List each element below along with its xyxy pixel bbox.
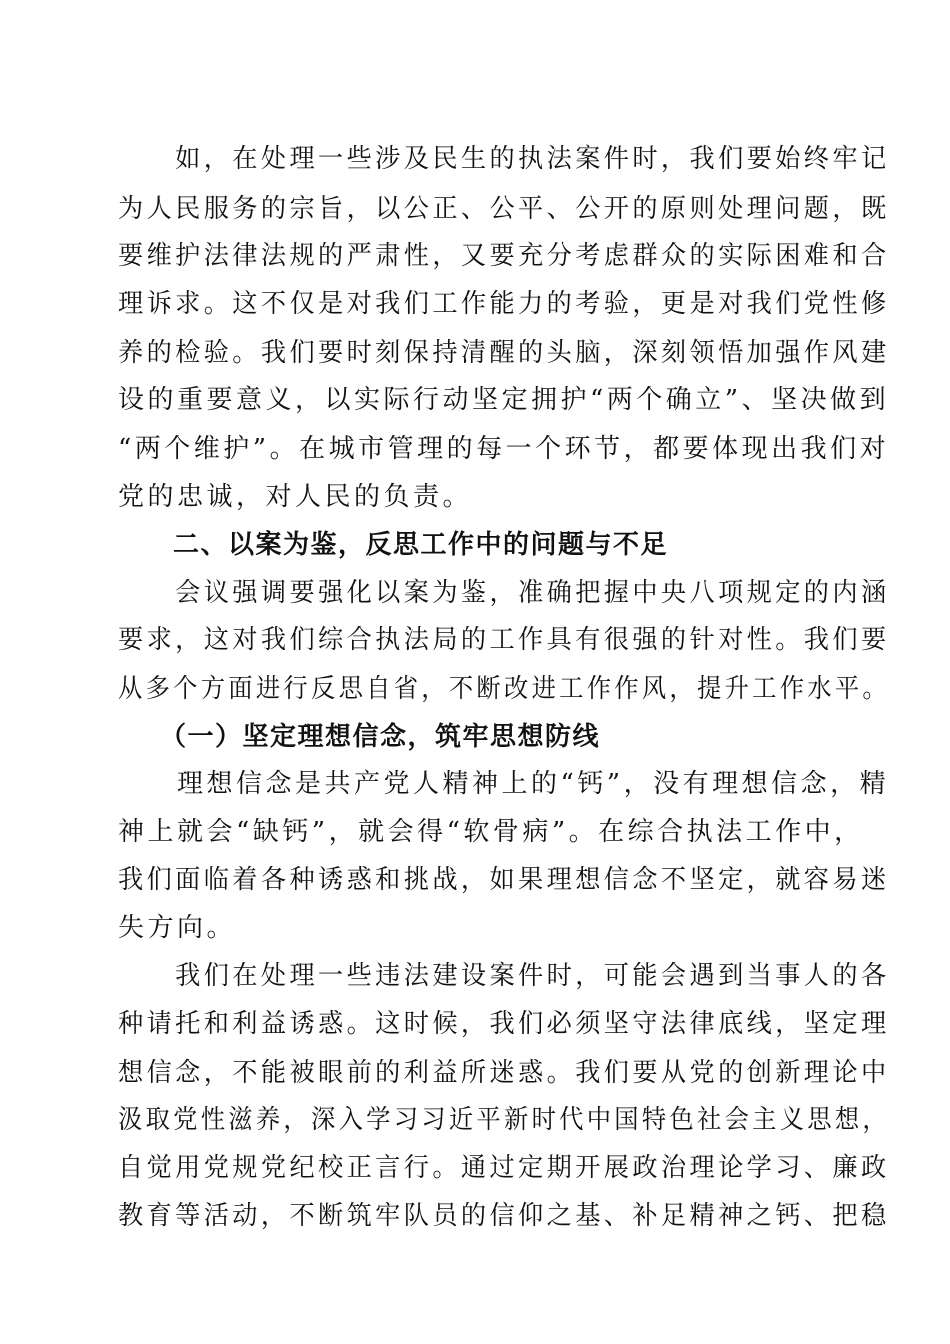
paragraph-line: 汲取党性滋养，深入学习习近平新时代中国特色社会主义思想， <box>118 1105 891 1135</box>
paragraph-line: 要维护法律法规的严肃性，又要充分考虑群众的实际困难和合 <box>118 241 890 271</box>
paragraph-line: 理想信念是共产党人精神上的“钙”，没有理想信念，精 <box>118 769 890 799</box>
paragraph-line: 会议强调要强化以案为鉴，准确把握中央八项规定的内涵 <box>118 578 890 608</box>
paragraph-line: 我们在处理一些违法建设案件时，可能会遇到当事人的各 <box>118 961 890 991</box>
paragraph-line: 想信念，不能被眼前的利益所迷惑。我们要从党的创新理论中 <box>118 1058 890 1088</box>
paragraph-line: 教育等活动，不断筑牢队员的信仰之基、补足精神之钙、把稳 <box>118 1201 890 1231</box>
paragraph-line: 失方向。 <box>118 913 237 943</box>
paragraph-line: 自觉用党规党纪校正言行。通过定期开展政治理论学习、廉政 <box>118 1153 890 1183</box>
paragraph-line: 神上就会“缺钙”，就会得“软骨病”。在综合执法工作中， <box>118 817 864 847</box>
paragraph-line: 为人民服务的宗旨，以公正、公平、公开的原则处理问题，既 <box>118 194 890 224</box>
paragraph-line: 党的忠诚，对人民的负责。 <box>118 482 473 512</box>
paragraph-line: 要求，这对我们综合执法局的工作具有很强的针对性。我们要 <box>118 625 890 655</box>
paragraph-line: 养的检验。我们要时刻保持清醒的头脑，深刻领悟加强作风建 <box>118 338 890 368</box>
subsection-heading: （一）坚定理想信念，筑牢思想防线 <box>118 722 601 752</box>
section-heading: 二、以案为鉴，反思工作中的问题与不足 <box>118 530 669 560</box>
paragraph-line: 种请托和利益诱惑。这时候，我们必须坚守法律底线，坚定理 <box>118 1009 890 1039</box>
paragraph-line: 设的重要意义，以实际行动坚定拥护“两个确立”、坚决做到 <box>118 385 890 415</box>
paragraph-line: 理诉求。这不仅是对我们工作能力的考验，更是对我们党性修 <box>118 289 890 319</box>
paragraph-line: “两个维护”。在城市管理的每一个环节，都要体现出我们对 <box>118 434 890 464</box>
paragraph-line: 如，在处理一些涉及民生的执法案件时，我们要始终牢记 <box>118 144 890 174</box>
paragraph-line: 从多个方面进行反思自省，不断改进工作作风，提升工作水平。 <box>118 674 891 704</box>
paragraph-line: 我们面临着各种诱惑和挑战，如果理想信念不坚定，就容易迷 <box>118 865 890 895</box>
